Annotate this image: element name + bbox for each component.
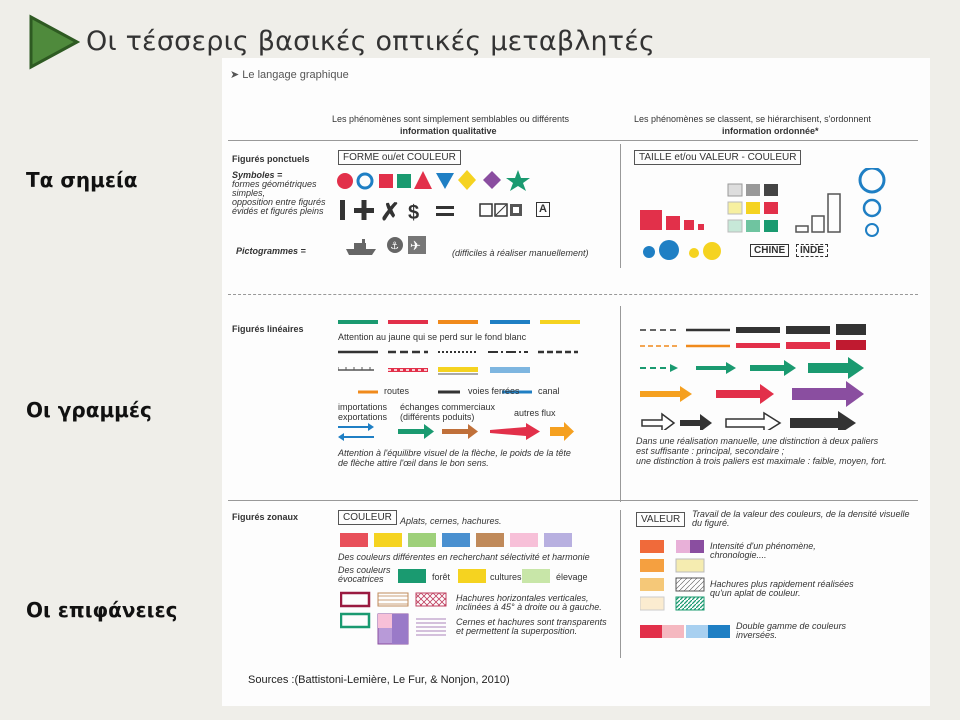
pictogrammes-note: (difficiles à réaliser manuellement) (452, 248, 589, 258)
evocatrices-label: Des couleurs évocatrices (338, 565, 391, 584)
divider-2 (228, 294, 918, 295)
sources-caption: Sources :(Battistoni-Lemière, Le Fur, & Nonjon, 2010) (248, 674, 510, 686)
lineaires-label: Figurés linéaires (232, 324, 304, 334)
cultures-label: cultures (490, 572, 522, 582)
echanges-labels: échanges commerciaux (différents poduits) (400, 402, 496, 422)
line-colors (338, 318, 588, 368)
divider-3 (228, 500, 918, 501)
intensite-label: Intensité d'un phénomène, chronologie.... (710, 541, 816, 560)
hachures-rapide: Hachures plus rapidement réalisées qu'un aplat de couleur. (710, 579, 854, 598)
letter-box: A (536, 202, 550, 217)
autres-flux-label: autres flux (514, 408, 556, 418)
graphic-language-figure (222, 58, 930, 706)
symbol-shapes (334, 168, 534, 228)
routes-label: routes (384, 386, 410, 396)
evocative-colors (398, 568, 558, 586)
svg-text:⚓: ⚓ (390, 241, 399, 252)
manuelle-note: Dans une réalisation manuelle, une distinction à deux paliers est suffisante : principal, secondaire ; une distinction à trois paliers est maximale : faible, moyen, fort. (636, 436, 887, 466)
side-label-surfaces: Οι επιφάνειες (26, 598, 178, 622)
anchor-icon (386, 236, 404, 256)
col-right-desc: Les phénomènes se classent, se hiérarchisent, s'ordonnent (634, 114, 871, 124)
double-gamme: Double gamme de couleurs inversées. (736, 621, 847, 640)
canal-label: canal (538, 386, 560, 396)
ponctuels-label: Figurés ponctuels (232, 154, 310, 164)
plane-icon (408, 236, 426, 254)
panel-heading: ➤ Le langage graphique (230, 69, 349, 81)
zone-colors (340, 532, 580, 550)
side-label-points: Τα σημεία (26, 168, 138, 192)
col-left-desc: Les phénomènes sont simplement semblables ou différents (332, 114, 569, 124)
value-swatches (640, 540, 710, 630)
valeur-desc: Travail de la valeur des couleurs, de la densité visuelle du figuré. (692, 509, 910, 528)
voies-label: voies ferrées (468, 386, 520, 396)
symboles-desc: formes géométriques simples, opposition entre figurés évidés et figurés pleins (232, 179, 326, 216)
line-styles (338, 362, 588, 402)
svg-text:✗: ✗ (380, 199, 401, 226)
double-range-swatches (640, 624, 736, 640)
col-right-title: information ordonnée* (722, 126, 819, 136)
divider-vertical-3 (620, 510, 621, 658)
symboles-title: Symboles = (232, 170, 283, 180)
pictogrammes-label: Pictogrammes = (236, 246, 306, 256)
cernes-desc: Cernes et hachures sont transparents et permettent la superposition. (456, 617, 607, 636)
col-left-title: information qualitative (400, 126, 497, 136)
hachures-desc: Hachures horizontales verticales, inclinées à 45° à droite ou à gauche. (456, 593, 602, 612)
couleurs-diff: Des couleurs différentes en recherchant sélectivité et harmonie (338, 552, 590, 562)
zonaux-label: Figurés zonaux (232, 512, 299, 522)
flow-arrows (338, 420, 578, 444)
attention-jaune: Attention au jaune qui se perd sur le fond blanc (338, 332, 527, 342)
elevage-label: élevage (556, 572, 588, 582)
svg-text:✈: ✈ (410, 239, 421, 254)
aplats-label: Aplats, cernes, hachures. (400, 516, 502, 526)
inde-box: INDE (796, 244, 828, 257)
line-hierarchy (640, 322, 870, 430)
hatch-patterns (340, 590, 450, 670)
zonaux-box-right: VALEUR (636, 512, 685, 527)
divider-top (228, 140, 918, 141)
slide-title: Οι τέσσερις βασικές οπτικές μεταβλητές (86, 26, 656, 57)
ponctuels-box-left: FORME ou/et COULEUR (338, 150, 461, 165)
play-arrow-icon (28, 14, 80, 70)
foret-label: forêt (432, 572, 451, 582)
attention-fleche: Attention à l'équilibre visuel de la flèche, le poids de la tête de flèche attire l'œil dans le bon sens. (338, 448, 571, 468)
divider-vertical-1 (620, 144, 621, 268)
svg-text:$: $ (408, 202, 420, 224)
ship-icon (346, 236, 376, 256)
side-label-lines: Οι γραμμές (26, 398, 152, 422)
import-export-labels: importations exportations (338, 402, 388, 422)
zonaux-box-left: COULEUR (338, 510, 397, 525)
ponctuels-box-right: TAILLE et/ou VALEUR - COULEUR (634, 150, 801, 165)
divider-vertical-2 (620, 306, 621, 502)
chine-box: CHINE (750, 244, 789, 257)
